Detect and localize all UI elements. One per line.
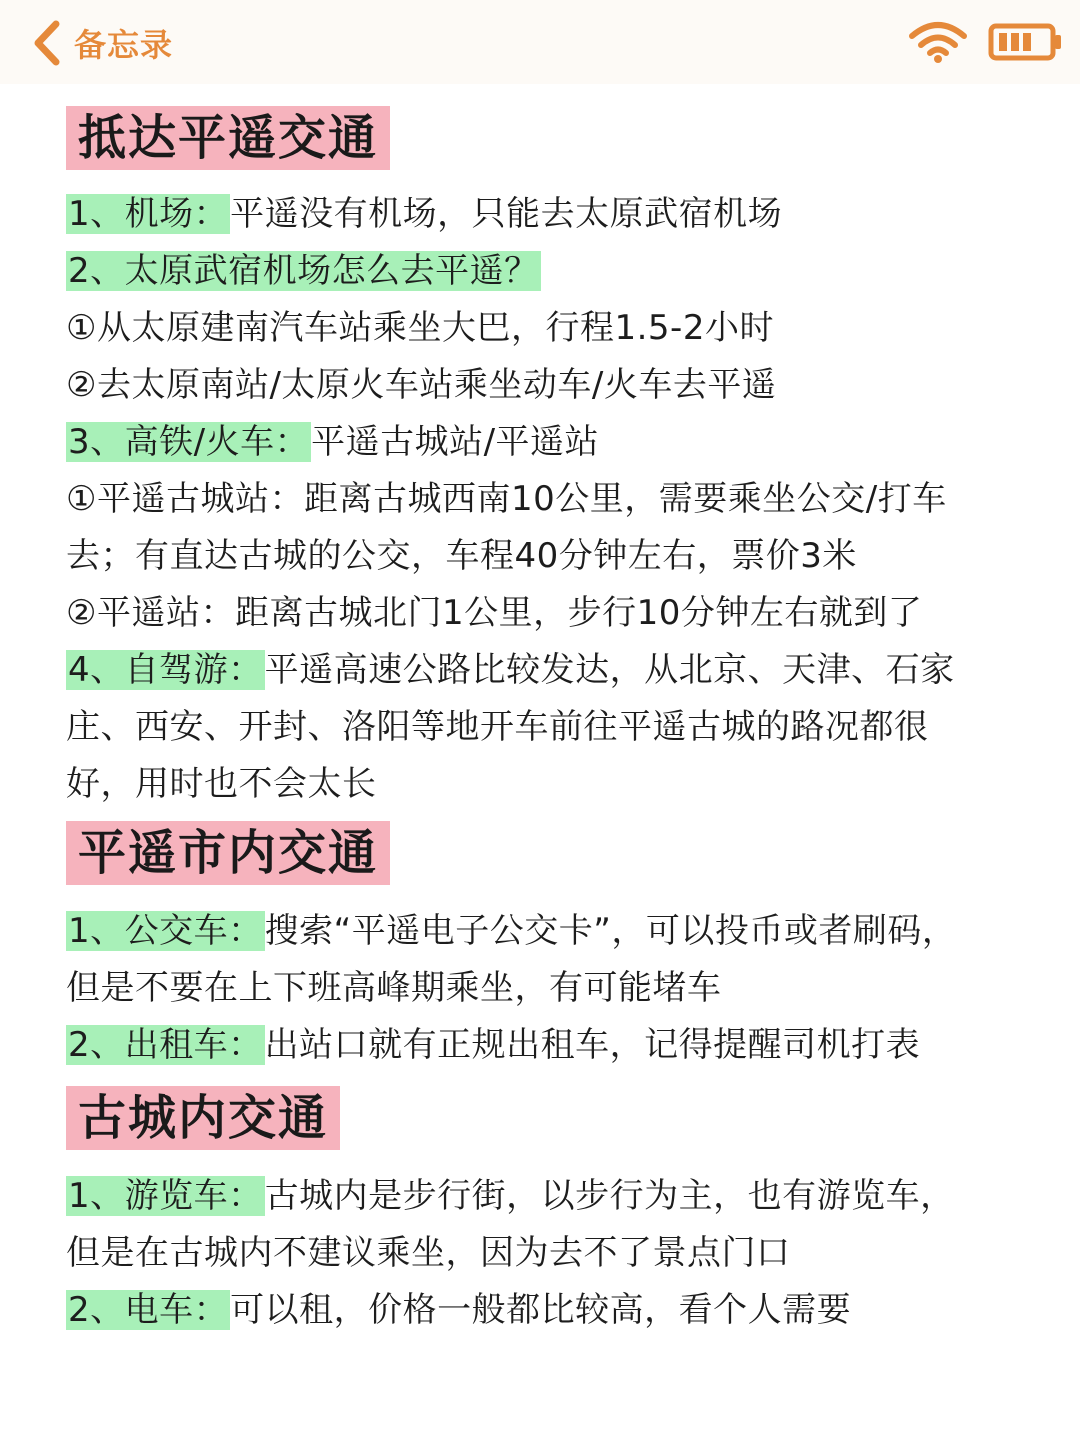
note-line [66,960,1026,1017]
line-text: 但是不要在上下班高峰期乘坐，有可能堵车 [66,968,722,1008]
highlight-label: 2、太原武宿机场怎么去平遥？ [68,251,539,291]
note-line [66,471,1026,528]
note-line [66,186,1026,243]
highlight-label: 1、游览车： [68,1176,263,1216]
section-title: 平遥市内交通 [66,821,390,885]
line-text: 平遥古城站/平遥站 [311,422,600,462]
section-title: 古城内交通 [66,1086,340,1150]
line-text: 去；有直达古城的公交，车程40分钟左右，票价3米 [66,536,857,576]
note-line [66,1168,1026,1225]
line-text: 好，用时也不会太长 [66,764,377,804]
wifi-icon [908,20,968,68]
section-lines [66,1168,1026,1339]
back-label: 备忘录 [74,26,174,64]
back-button[interactable] [30,18,173,68]
note-line [66,414,1026,471]
line-text: ②平遥站：距离古城北门1公里，步行10分钟左右就到了 [66,593,923,633]
line-text: 平遥没有机场，只能去太原武宿机场 [230,194,783,234]
note-line [66,585,1026,642]
note-line [66,1282,1026,1339]
status-icons [908,20,1064,68]
highlight-label: 2、出租车： [68,1025,263,1065]
note-line [66,300,1026,357]
note-line [66,1017,1026,1074]
line-text: 可以租，价格一般都比较高，看个人需要 [230,1290,852,1330]
section-city-transport [66,821,1026,1074]
section-old-town-transport [66,1086,1026,1339]
highlight-label: 3、高铁/火车： [68,422,310,462]
section-arrival [66,106,1026,813]
note-line [66,357,1026,414]
line-text: ②去太原南站/太原火车站乘坐动车/火车去平遥 [66,365,777,405]
chevron-left-icon [30,18,64,68]
note-line [66,756,1026,813]
line-text: 但是在古城内不建议乘坐，因为去不了景点门口 [66,1233,791,1273]
note-content [66,106,1026,1339]
highlight-label: 2、电车： [68,1290,229,1330]
note-line [66,243,1026,300]
battery-icon [988,20,1064,68]
note-line [66,1225,1026,1282]
note-line [66,903,1026,960]
note-line [66,699,1026,756]
note-line [66,528,1026,585]
line-text: 平遥高速公路比较发达，从北京、天津、石家 [264,650,955,690]
section-lines [66,903,1026,1074]
highlight-label: 4、自驾游： [68,650,263,690]
line-text: 搜索“平遥电子公交卡”，可以投币或者刷码， [264,911,957,951]
top-bar [0,0,1080,84]
line-text: 出站口就有正规出租车，记得提醒司机打表 [264,1025,921,1065]
highlight-label: 1、公交车： [68,911,263,951]
line-text: ①平遥古城站：距离古城西南10公里，需要乘坐公交/打车 [66,479,947,519]
section-lines [66,186,1026,813]
section-title: 抵达平遥交通 [66,106,390,170]
line-text: ①从太原建南汽车站乘坐大巴，行程1.5-2小时 [66,308,774,348]
highlight-label: 1、机场： [68,194,229,234]
note-line [66,642,1026,699]
line-text: 庄、西安、开封、洛阳等地开车前往平遥古城的路况都很 [66,707,929,747]
line-text: 古城内是步行街，以步行为主，也有游览车， [264,1176,955,1216]
